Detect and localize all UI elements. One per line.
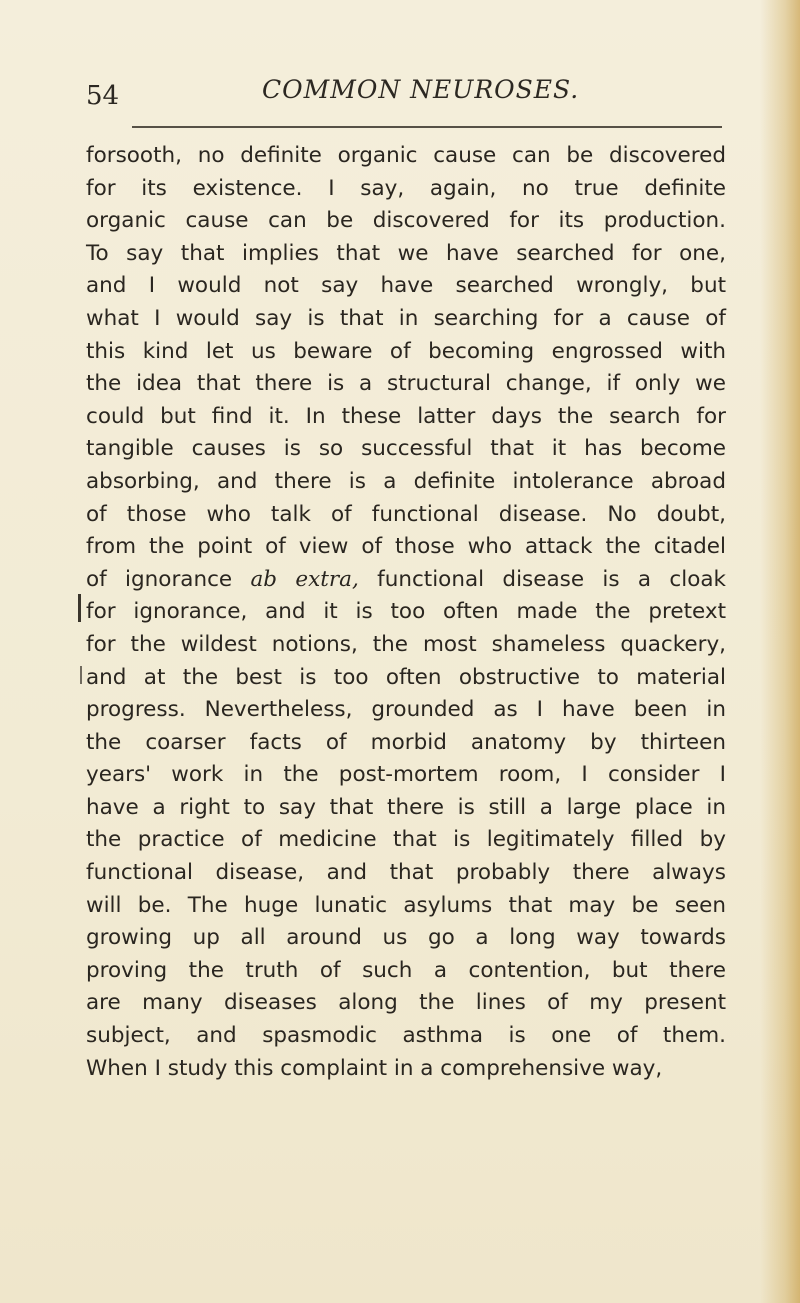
- text-segment: of those who talk of functional disease. No doubt,: [86, 501, 726, 527]
- margin-mark: [80, 666, 82, 684]
- text-segment: will be. The huge lunatic asylums that may be seen: [86, 892, 726, 918]
- text-segment: proving the truth of such a contention, but there: [86, 957, 726, 983]
- text-line: [86, 140, 726, 173]
- text-segment: To say that implies that we have searched for one,: [86, 240, 726, 266]
- text-line: [86, 1020, 726, 1053]
- text-line: [86, 759, 726, 792]
- text-segment: the idea that there is a structural change, if only we: [86, 371, 726, 397]
- text-segment: this kind let us beware of becoming engrossed with: [86, 338, 726, 364]
- text-line: [86, 694, 726, 727]
- text-line: [86, 596, 726, 629]
- text-line: [86, 922, 726, 955]
- text-segment: growing up all around us go a long way towards: [86, 925, 726, 951]
- italic-phrase: ab extra,: [250, 566, 359, 592]
- text-segment: for the wildest notions, the most shameless quackery,: [86, 631, 726, 657]
- text-segment: subject, and spasmodic asthma is one of them.: [86, 1023, 726, 1049]
- text-segment: of ignorance: [86, 566, 251, 592]
- text-segment: have a right to say that there is still a large place in: [86, 794, 726, 820]
- text-segment: absorbing, and there is a definite intolerance abroad: [86, 468, 726, 494]
- text-line: [86, 987, 726, 1020]
- text-line: [86, 824, 726, 857]
- text-line: [86, 303, 726, 336]
- text-line: [86, 629, 726, 662]
- text-segment: progress. Nevertheless, grounded as I have been in: [86, 697, 726, 723]
- text-line: [86, 401, 726, 434]
- text-segment: from the point of view of those who attack the citadel: [86, 534, 726, 560]
- header-rule: [132, 126, 722, 128]
- text-line: [86, 336, 726, 369]
- text-line: [86, 890, 726, 923]
- text-line: [86, 173, 726, 206]
- text-segment: and at the best is too often obstructive to material: [86, 664, 726, 690]
- running-head: COMMON NEUROSES.: [262, 75, 580, 104]
- text-line: [86, 368, 726, 401]
- text-line: [86, 727, 726, 760]
- text-segment: functional disease, and that probably there always: [86, 860, 726, 886]
- text-line: [86, 205, 726, 238]
- text-segment: are many diseases along the lines of my present: [86, 990, 726, 1016]
- text-segment: forsooth, no definite organic cause can be discovered: [86, 143, 726, 168]
- text-segment: the coarser facts of morbid anatomy by thirteen: [86, 729, 726, 755]
- page-header: [86, 75, 726, 115]
- text-segment: what I would say is that in searching for a cause of: [86, 305, 726, 331]
- text-line: [86, 792, 726, 825]
- text-segment: could but find it. In these latter days the search for: [86, 403, 726, 429]
- text-line: [86, 564, 726, 597]
- body-text: [86, 140, 726, 1085]
- page-number: 54: [86, 81, 120, 111]
- text-segment: functional disease is a cloak: [358, 566, 726, 592]
- text-segment: When I study this complaint in a comprehensive way,: [86, 1055, 663, 1081]
- text-line: [86, 270, 726, 303]
- text-segment: for its existence. I say, again, no true definite: [86, 175, 726, 201]
- text-line: [86, 662, 726, 695]
- text-segment: and I would not say have searched wrongly, but: [86, 273, 726, 299]
- text-line: [86, 238, 726, 271]
- text-line: [86, 1053, 726, 1086]
- text-line: [86, 955, 726, 988]
- text-line: [86, 857, 726, 890]
- text-segment: organic cause can be discovered for its production.: [86, 208, 726, 234]
- text-line: [86, 433, 726, 466]
- text-segment: years' work in the post-mortem room, I consider I: [86, 762, 726, 788]
- text-line: [86, 531, 726, 564]
- text-segment: tangible causes is so successful that it has become: [86, 436, 726, 462]
- text-segment: the practice of medicine that is legitimately filled by: [86, 827, 726, 853]
- margin-mark: [78, 594, 81, 622]
- text-line: [86, 499, 726, 532]
- text-line: [86, 466, 726, 499]
- text-segment: for ignorance, and it is too often made the pretext: [86, 599, 726, 625]
